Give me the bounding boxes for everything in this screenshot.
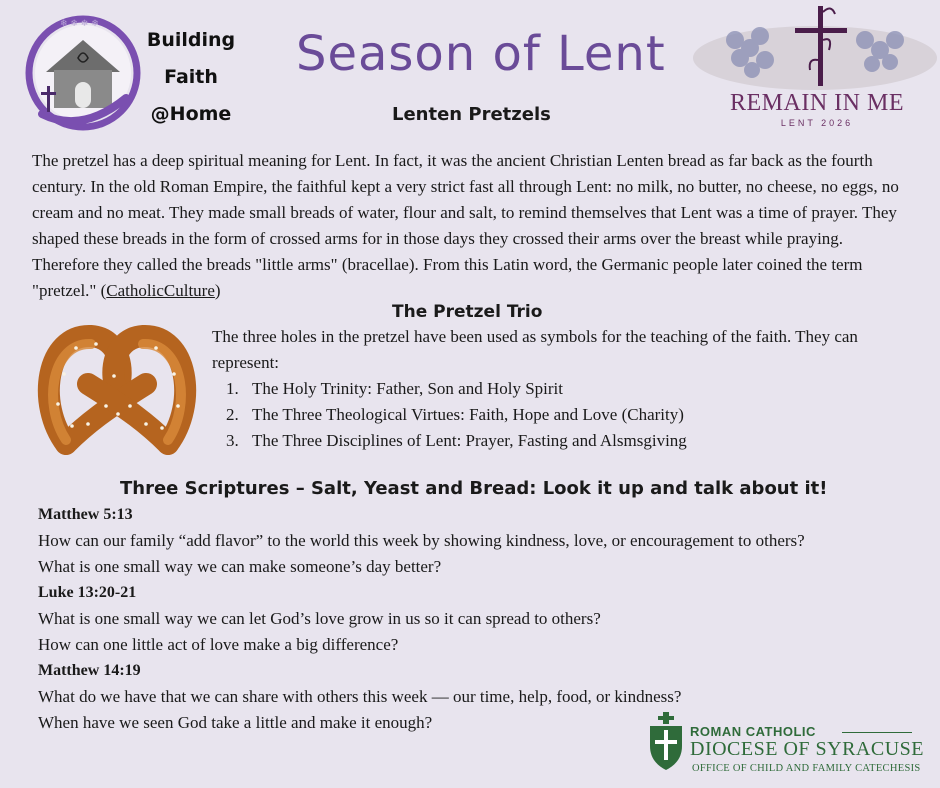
badge-line-3: @Home: [150, 103, 232, 125]
list-item: [226, 376, 876, 402]
diocese-line-2: DIOCESE OF SYRACUSE: [690, 738, 924, 760]
trio-heading: The Pretzel Trio: [392, 302, 543, 322]
theme-title: REMAIN IN ME: [730, 90, 904, 116]
intro-closing: ): [214, 281, 221, 300]
list-text: The Three Disciplines of Lent: Prayer, Fasting and Alsmsgiving: [252, 431, 687, 450]
intro-paragraph: [32, 148, 912, 304]
badge-line-1: Building: [146, 29, 236, 51]
scripture-section: [38, 502, 928, 736]
intro-text: The pretzel has a deep spiritual meaning for Lent. In fact, it was the ancient Christian Lenten bread as far back as the fourth century. In the old Roman Empire, the faithful kept a very strict fast all through Lent: no milk, no butter, no cheese, no eggs, no cream and no meat. They made small breads of water, flour and salt, to remind themselves that Lent was a time of prayer. They shaped these breads in the form of crossed arms for in those days they crossed their arms over the breast while praying. Therefore they called the breads "little arms" (bracellae). From this Latin word, the Germanic people later coined the term "pretzel." (: [32, 151, 899, 300]
page-subtitle: Lenten Pretzels: [392, 104, 551, 125]
building-faith-badge: [146, 22, 236, 133]
trio-description: The three holes in the pretzel have been used as symbols for the teaching of the faith. They can represent:: [212, 327, 858, 372]
page-title: Season of Lent: [296, 26, 666, 82]
list-number: 1.: [226, 379, 239, 398]
scripture-ref: Matthew 14:19: [38, 662, 141, 679]
list-number: 3.: [226, 431, 239, 450]
trio-list: [226, 376, 876, 454]
scripture-question: How can our family “add flavor” to the world this week by showing kindness, love, or encouragement to others?: [38, 531, 805, 550]
diocese-divider: [842, 732, 912, 733]
list-text: The Holy Trinity: Father, Son and Holy Spirit: [252, 379, 563, 398]
scripture-ref: Matthew 5:13: [38, 506, 133, 523]
badge-line-2: Faith: [164, 66, 218, 88]
house-logo-icon: [20, 14, 146, 132]
list-item: [226, 402, 876, 428]
diocese-crest-icon: [646, 712, 686, 772]
catholicculture-link[interactable]: CatholicCulture: [106, 281, 215, 300]
scripture-question: What do we have that we can share with others this week — our time, help, food, or kindness?: [38, 687, 682, 706]
theme-year: LENT 2026: [780, 118, 854, 128]
diocese-line-1: ROMAN CATHOLIC: [690, 724, 816, 739]
scripture-question: When have we seen God take a little and make it enough?: [38, 713, 433, 732]
scripture-question: What is one small way we can make someone’s day better?: [38, 557, 442, 576]
diocese-line-3: OFFICE OF CHILD AND FAMILY CATECHESIS: [692, 763, 921, 774]
svg-text:❄ ❄ ❄ ❄: ❄ ❄ ❄ ❄: [60, 19, 99, 29]
scripture-ref: Luke 13:20-21: [38, 584, 137, 601]
pretzel-image: [36, 314, 198, 458]
scripture-question: How can one little act of love make a big difference?: [38, 635, 399, 654]
list-text: The Three Theological Virtues: Faith, Hope and Love (Charity): [252, 405, 684, 424]
list-number: 2.: [226, 405, 239, 424]
scripture-question: What is one small way we can let God’s love grow in us so it can spread to others?: [38, 609, 601, 628]
scripture-heading: Three Scriptures – Salt, Yeast and Bread: Look it up and talk about it!: [120, 478, 828, 499]
list-item: [226, 428, 876, 454]
